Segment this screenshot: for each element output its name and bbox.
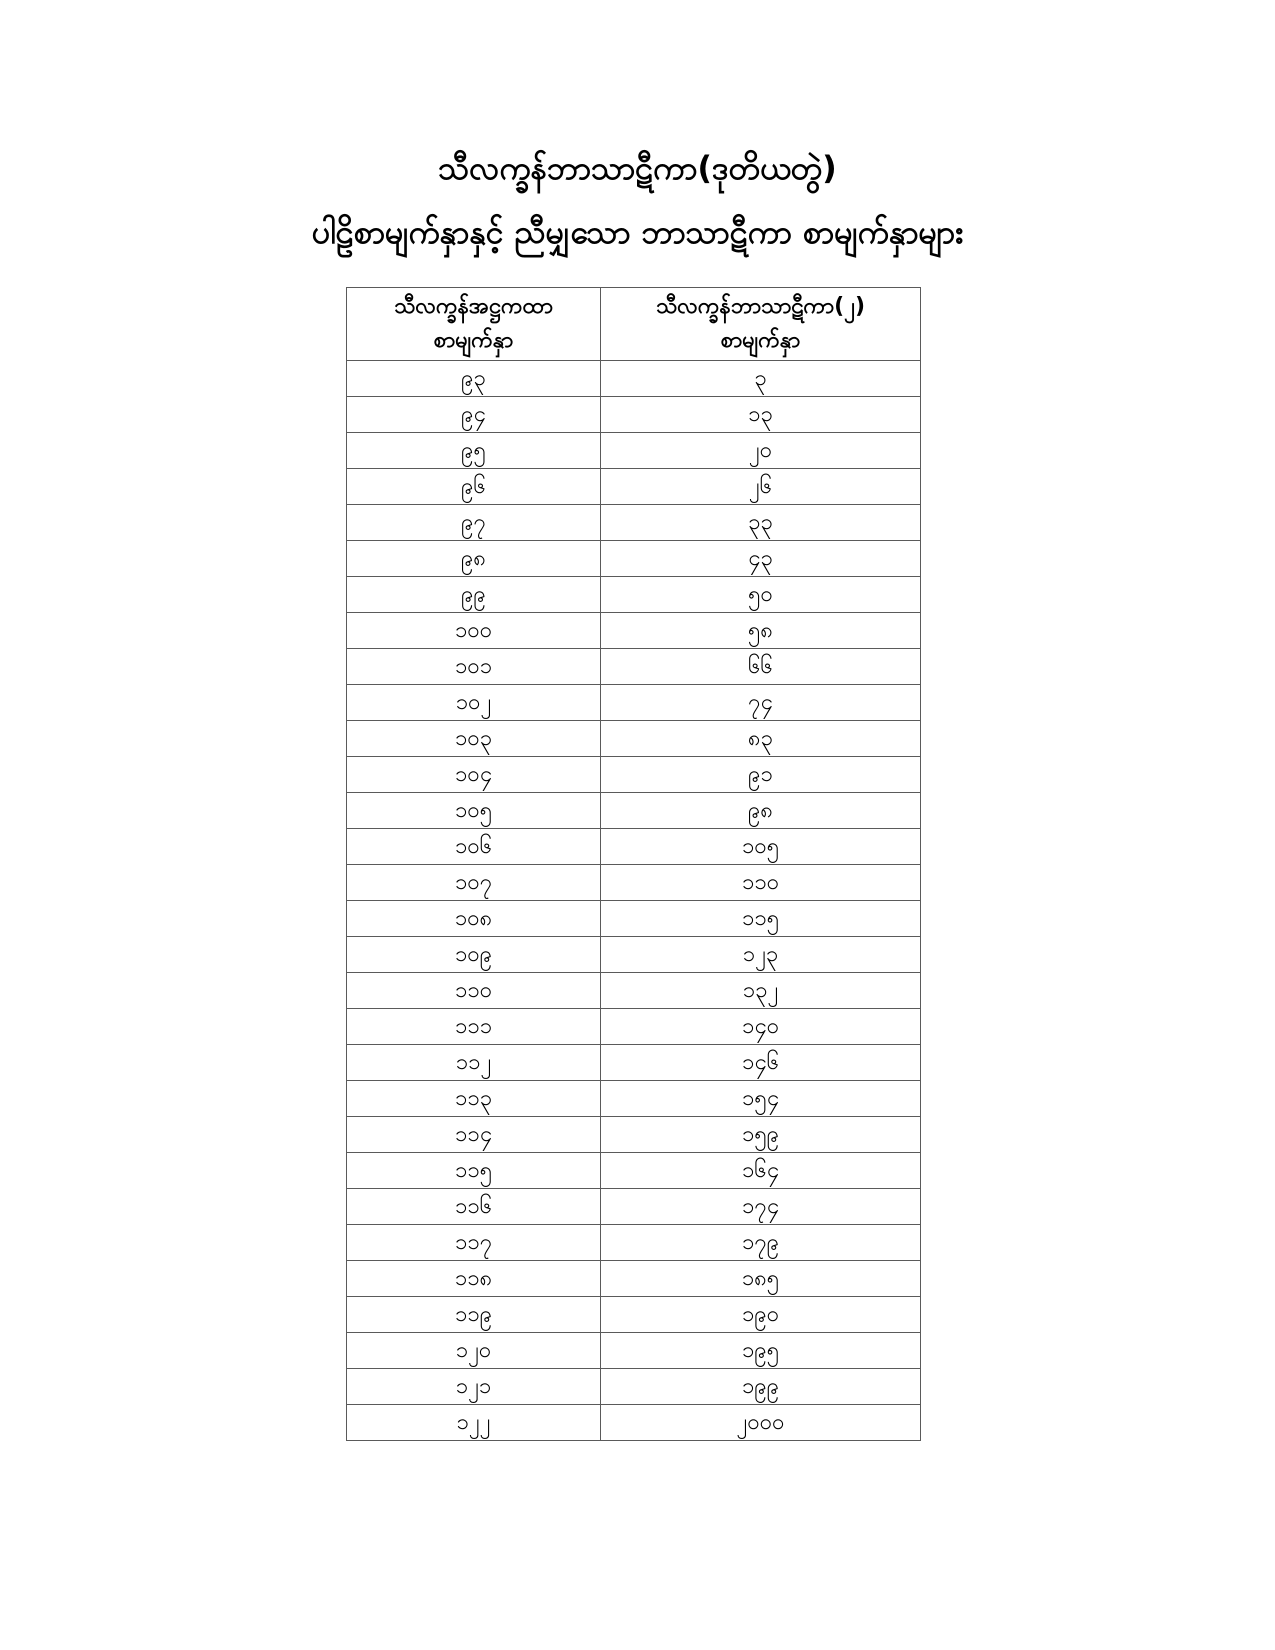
table-body: [347, 361, 921, 1441]
atthakatha-page-cell: ၁၀၄: [347, 757, 601, 793]
table-row: [347, 541, 921, 577]
document-title: သီလက္ခန်ဘာသာဋီကာ(ဒုတိယတွဲ): [438, 149, 837, 187]
tika-page-cell: ၁၉၅: [601, 1333, 921, 1369]
atthakatha-page-cell: ၁၁၆: [347, 1189, 601, 1225]
atthakatha-page-cell: ၁၁၈: [347, 1261, 601, 1297]
atthakatha-page-cell: ၁၁၀: [347, 973, 601, 1009]
tika-page-cell: ၁၅၄: [601, 1081, 921, 1117]
atthakatha-page-cell: ၉၅: [347, 433, 601, 469]
table-row: [347, 829, 921, 865]
table-row: [347, 505, 921, 541]
tika-page-cell: ၁၉၉: [601, 1369, 921, 1405]
tika-page-cell: ၆၆: [601, 649, 921, 685]
tika-page-cell: ၅၈: [601, 613, 921, 649]
atthakatha-page-cell: ၁၁၃: [347, 1081, 601, 1117]
table-row: [347, 937, 921, 973]
atthakatha-page-cell: ၁၁၇: [347, 1225, 601, 1261]
atthakatha-page-cell: ၉၇: [347, 505, 601, 541]
column-header-atthakatha-page: [347, 288, 601, 361]
atthakatha-page-cell: ၁၂၁: [347, 1369, 601, 1405]
tika-page-cell: ၁၁၀: [601, 865, 921, 901]
tika-page-cell: ၃၃: [601, 505, 921, 541]
column-header-tika-page: [601, 288, 921, 361]
tika-page-cell: ၁၂၃: [601, 937, 921, 973]
atthakatha-page-cell: ၁၁၅: [347, 1153, 601, 1189]
atthakatha-page-cell: ၁၂၀: [347, 1333, 601, 1369]
page-mapping-table: [346, 287, 921, 1441]
tika-page-cell: ၇၄: [601, 685, 921, 721]
table-row: [347, 793, 921, 829]
tika-page-cell: ၁၄၀: [601, 1009, 921, 1045]
atthakatha-page-cell: ၉၃: [347, 361, 601, 397]
table-row: [347, 1081, 921, 1117]
table-row: [347, 469, 921, 505]
tika-page-cell: ၁၀၅: [601, 829, 921, 865]
table-row: [347, 1405, 921, 1441]
atthakatha-page-cell: ၁၀၃: [347, 721, 601, 757]
column-header-line-2: စာမျက်နှာ: [433, 328, 514, 353]
atthakatha-page-cell: ၁၀၂: [347, 685, 601, 721]
atthakatha-page-cell: ၁၀၈: [347, 901, 601, 937]
document-subtitle: ပါဠိစာမျက်နှာနှင့် ညီမျှသော ဘာသာဋီကာ စာမျက်နှာများ: [311, 213, 964, 251]
table-row: [347, 1369, 921, 1405]
table-row: [347, 433, 921, 469]
table-row: [347, 397, 921, 433]
table-row: [347, 1153, 921, 1189]
table-row: [347, 865, 921, 901]
tika-page-cell: ၂၀၀၀: [601, 1405, 921, 1441]
tika-page-cell: ၉၈: [601, 793, 921, 829]
table-header-row: [347, 288, 921, 361]
tika-page-cell: ၁၄၆: [601, 1045, 921, 1081]
atthakatha-page-cell: ၁၀၀: [347, 613, 601, 649]
tika-page-cell: ၅၀: [601, 577, 921, 613]
table-row: [347, 1009, 921, 1045]
tika-page-cell: ၁၅၉: [601, 1117, 921, 1153]
atthakatha-page-cell: ၁၁၁: [347, 1009, 601, 1045]
atthakatha-page-cell: ၉၆: [347, 469, 601, 505]
table-row: [347, 1297, 921, 1333]
tika-page-cell: ၁၁၅: [601, 901, 921, 937]
atthakatha-page-cell: ၁၀၆: [347, 829, 601, 865]
table-row: [347, 613, 921, 649]
tika-page-cell: ၈၃: [601, 721, 921, 757]
atthakatha-page-cell: ၁၁၂: [347, 1045, 601, 1081]
column-header-line-1: သီလက္ခန်အဋ္ဌကထာ: [394, 294, 553, 319]
tika-page-cell: ၁၃၂: [601, 973, 921, 1009]
atthakatha-page-cell: ၁၀၁: [347, 649, 601, 685]
tika-page-cell: ၁၆၄: [601, 1153, 921, 1189]
atthakatha-page-cell: ၁၁၉: [347, 1297, 601, 1333]
tika-page-cell: ၉၁: [601, 757, 921, 793]
table-row: [347, 685, 921, 721]
atthakatha-page-cell: ၉၈: [347, 541, 601, 577]
atthakatha-page-cell: ၁၁၄: [347, 1117, 601, 1153]
table-row: [347, 1225, 921, 1261]
table-row: [347, 1333, 921, 1369]
tika-page-cell: ၁၇၄: [601, 1189, 921, 1225]
tika-page-cell: ၁၇၉: [601, 1225, 921, 1261]
table-row: [347, 577, 921, 613]
tika-page-cell: ၂၆: [601, 469, 921, 505]
atthakatha-page-cell: ၉၄: [347, 397, 601, 433]
table-row: [347, 757, 921, 793]
table-row: [347, 1189, 921, 1225]
table-row: [347, 721, 921, 757]
tika-page-cell: ၁၉၀: [601, 1297, 921, 1333]
table-row: [347, 1045, 921, 1081]
tika-page-cell: ၄၃: [601, 541, 921, 577]
atthakatha-page-cell: ၁၂၂: [347, 1405, 601, 1441]
tika-page-cell: ၁၈၅: [601, 1261, 921, 1297]
table-row: [347, 1261, 921, 1297]
table-row: [347, 1117, 921, 1153]
tika-page-cell: ၃: [601, 361, 921, 397]
table-row: [347, 361, 921, 397]
table-row: [347, 649, 921, 685]
column-header-line-2: စာမျက်နှာ: [720, 328, 801, 353]
atthakatha-page-cell: ၁၀၇: [347, 865, 601, 901]
atthakatha-page-cell: ၁၀၉: [347, 937, 601, 973]
table-row: [347, 901, 921, 937]
tika-page-cell: ၂၀: [601, 433, 921, 469]
table-row: [347, 973, 921, 1009]
column-header-line-1: သီလက္ခန်ဘာသာဋီကာ(၂): [655, 294, 866, 319]
atthakatha-page-cell: ၉၉: [347, 577, 601, 613]
tika-page-cell: ၁၃: [601, 397, 921, 433]
atthakatha-page-cell: ၁၀၅: [347, 793, 601, 829]
